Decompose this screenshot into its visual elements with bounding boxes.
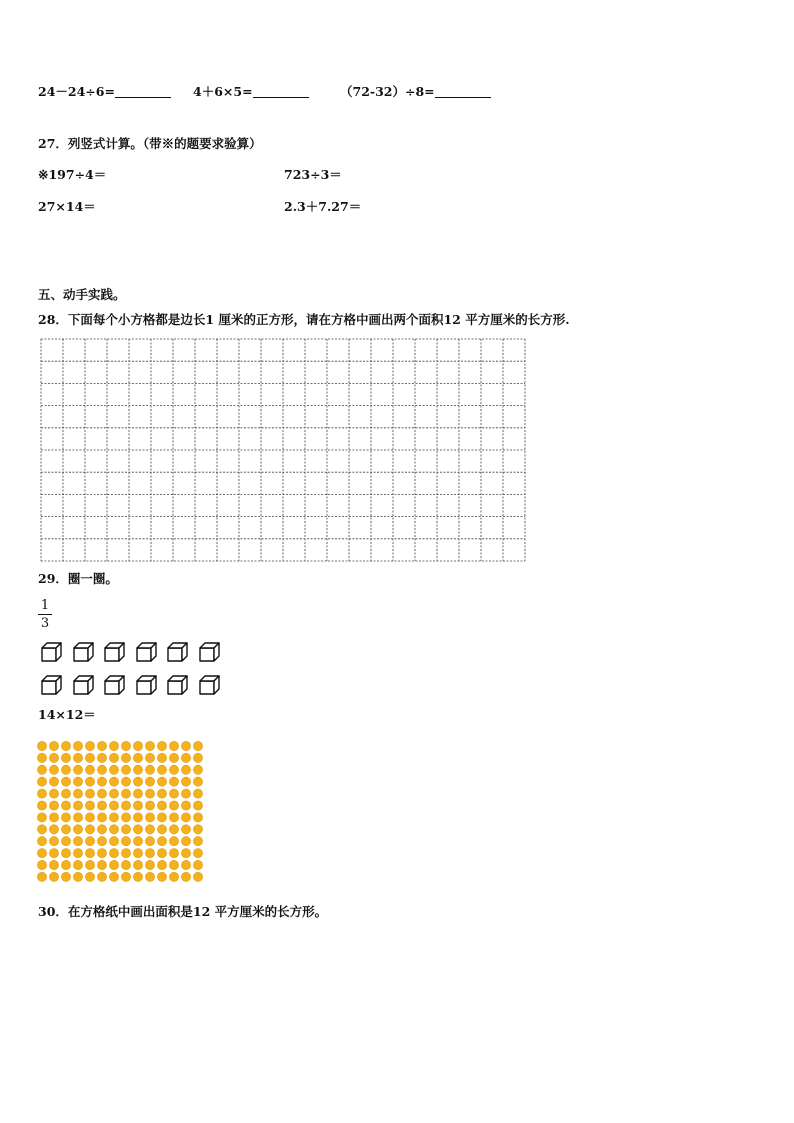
dot (49, 837, 58, 846)
dot (37, 765, 46, 774)
dot (157, 813, 166, 822)
cube-icon[interactable] (73, 675, 95, 695)
dot (157, 741, 166, 750)
dot (181, 789, 190, 798)
dot (181, 765, 190, 774)
question-27-b: 723÷3＝ (284, 167, 342, 182)
dot (145, 825, 154, 834)
dot (181, 777, 190, 786)
dot (145, 741, 154, 750)
dot (97, 753, 106, 762)
dot (193, 825, 202, 834)
cube-icon[interactable] (41, 642, 63, 662)
cube-icon[interactable] (73, 642, 95, 662)
dot (73, 753, 82, 762)
dot (157, 777, 166, 786)
dot (61, 741, 70, 750)
question-28-title: 28．下面每个小方格都是边长1 厘米的正方形，请在方格中画出两个面积12 平方厘米的长方形. (38, 312, 570, 327)
dot (193, 741, 202, 750)
answer-blank-3[interactable] (435, 85, 491, 98)
dot (73, 860, 82, 869)
dot (133, 789, 142, 798)
question-29-expression: 14×12＝ (38, 707, 96, 722)
dot (145, 849, 154, 858)
dot (157, 825, 166, 834)
dot (169, 765, 178, 774)
dot (169, 741, 178, 750)
dot (85, 753, 94, 762)
dot (133, 801, 142, 810)
dot (37, 813, 46, 822)
dot (85, 860, 94, 869)
expression-2-text: 4＋6×5= (193, 84, 253, 99)
dot (61, 860, 70, 869)
dot (49, 860, 58, 869)
dot (37, 777, 46, 786)
dot (193, 872, 202, 881)
dot (133, 777, 142, 786)
question-27-a: ※197÷4＝ (38, 167, 107, 182)
dot (121, 860, 130, 869)
dot (193, 765, 202, 774)
dot (193, 789, 202, 798)
dot (73, 777, 82, 786)
dot (61, 813, 70, 822)
dot (49, 813, 58, 822)
answer-blank-2[interactable] (253, 85, 309, 98)
dot (109, 741, 118, 750)
dot (145, 860, 154, 869)
fraction-one-third (38, 598, 52, 631)
dot (157, 801, 166, 810)
dot (85, 789, 94, 798)
fraction-bar (38, 614, 52, 615)
dot (37, 825, 46, 834)
dot (157, 860, 166, 869)
dot (133, 765, 142, 774)
dot (169, 837, 178, 846)
dot (121, 813, 130, 822)
dot (97, 777, 106, 786)
answer-blank-1[interactable] (115, 85, 171, 98)
dot (193, 837, 202, 846)
cube-icon[interactable] (136, 675, 158, 695)
dot (61, 753, 70, 762)
dot (133, 753, 142, 762)
fraction-denominator: 3 (40, 616, 50, 631)
dot (97, 813, 106, 822)
dot (73, 801, 82, 810)
dot (85, 765, 94, 774)
dot (109, 801, 118, 810)
dot (97, 825, 106, 834)
dot (61, 765, 70, 774)
dot (121, 801, 130, 810)
dot (61, 825, 70, 834)
dot (49, 872, 58, 881)
dot (133, 872, 142, 881)
dot (85, 837, 94, 846)
dot (157, 872, 166, 881)
dot (121, 765, 130, 774)
dot (61, 777, 70, 786)
dot (133, 813, 142, 822)
dot (85, 777, 94, 786)
dot (97, 860, 106, 869)
dot (145, 777, 154, 786)
dot (145, 789, 154, 798)
dot (85, 825, 94, 834)
dot (37, 753, 46, 762)
dot (109, 813, 118, 822)
dot (97, 849, 106, 858)
dot (49, 849, 58, 858)
dot (73, 837, 82, 846)
dot (97, 765, 106, 774)
dot (37, 872, 46, 881)
dot (85, 741, 94, 750)
dot (73, 849, 82, 858)
dot (85, 872, 94, 881)
dot (193, 813, 202, 822)
dot (49, 777, 58, 786)
dot (133, 860, 142, 869)
dot (121, 872, 130, 881)
dot (121, 777, 130, 786)
dot (85, 849, 94, 858)
dot (169, 789, 178, 798)
dot (73, 789, 82, 798)
dot (157, 765, 166, 774)
dot (49, 825, 58, 834)
dot (37, 860, 46, 869)
dot (181, 860, 190, 869)
dot (61, 801, 70, 810)
dot (109, 849, 118, 858)
dot (49, 789, 58, 798)
dot (193, 860, 202, 869)
dot (97, 872, 106, 881)
dot (97, 801, 106, 810)
dot (73, 741, 82, 750)
dot (169, 753, 178, 762)
dot (181, 837, 190, 846)
dot (97, 837, 106, 846)
dot (49, 741, 58, 750)
dot (145, 872, 154, 881)
dot (37, 741, 46, 750)
dot (73, 825, 82, 834)
dot (145, 813, 154, 822)
dot (133, 825, 142, 834)
dot (145, 753, 154, 762)
dot (97, 741, 106, 750)
dot (37, 801, 46, 810)
dot (193, 801, 202, 810)
expression-3-text: （72-32）÷8= (340, 84, 435, 99)
dot (121, 849, 130, 858)
dot (157, 789, 166, 798)
dot (157, 837, 166, 846)
dot (181, 801, 190, 810)
dot-array[interactable] (36, 740, 212, 890)
dot (145, 765, 154, 774)
dot (109, 765, 118, 774)
dot (145, 801, 154, 810)
expression-3 (340, 84, 491, 100)
dot (37, 789, 46, 798)
dot (193, 753, 202, 762)
dot (97, 789, 106, 798)
fraction-numerator: 1 (40, 598, 50, 613)
cube-icon[interactable] (104, 642, 126, 662)
dot (169, 860, 178, 869)
dot (109, 789, 118, 798)
question-27-title: 27．列竖式计算。（带※的题要求验算） (38, 136, 262, 151)
cube-icon[interactable] (199, 675, 221, 695)
dot (49, 765, 58, 774)
section-5-title: 五、动手实践。 (38, 287, 126, 302)
cube-icon[interactable] (199, 642, 221, 662)
dot (109, 753, 118, 762)
dot (61, 849, 70, 858)
dot (109, 860, 118, 869)
dot (169, 777, 178, 786)
dot (109, 872, 118, 881)
dot (169, 801, 178, 810)
dot (61, 789, 70, 798)
dot (49, 753, 58, 762)
dot (37, 837, 46, 846)
dot (181, 813, 190, 822)
dot (157, 849, 166, 858)
dot (73, 872, 82, 881)
dot (73, 813, 82, 822)
dot (121, 753, 130, 762)
expression-1-text: 24－24÷6= (38, 84, 115, 99)
dot (85, 813, 94, 822)
dot (193, 777, 202, 786)
dot (109, 777, 118, 786)
dot (61, 837, 70, 846)
dot (169, 813, 178, 822)
dot (169, 825, 178, 834)
question-27-d: 2.3＋7.27＝ (284, 199, 362, 214)
dot (121, 789, 130, 798)
dot (133, 837, 142, 846)
expression-1 (38, 84, 171, 100)
dot (121, 837, 130, 846)
dot (109, 837, 118, 846)
dot (181, 849, 190, 858)
square-grid[interactable] (40, 338, 530, 564)
dot (181, 753, 190, 762)
question-29-title: 29．圈一圈。 (38, 571, 118, 586)
dot (181, 741, 190, 750)
dot (181, 872, 190, 881)
dot (121, 741, 130, 750)
dot (109, 825, 118, 834)
dot (133, 741, 142, 750)
cube-icon[interactable] (167, 642, 189, 662)
dot (157, 753, 166, 762)
cube-icon[interactable] (41, 675, 63, 695)
dot (181, 825, 190, 834)
dot (193, 849, 202, 858)
dot (145, 837, 154, 846)
expression-2 (193, 84, 309, 100)
dot (61, 872, 70, 881)
dot (169, 872, 178, 881)
question-27-c: 27×14＝ (38, 199, 96, 214)
dot (169, 849, 178, 858)
question-30-title: 30．在方格纸中画出面积是12 平方厘米的长方形。 (38, 904, 328, 919)
cube-icon[interactable] (136, 642, 158, 662)
dot (121, 825, 130, 834)
cube-icon[interactable] (104, 675, 126, 695)
cube-icon[interactable] (167, 675, 189, 695)
dot (37, 849, 46, 858)
dot (133, 849, 142, 858)
dot (73, 765, 82, 774)
dot (85, 801, 94, 810)
dot (49, 801, 58, 810)
